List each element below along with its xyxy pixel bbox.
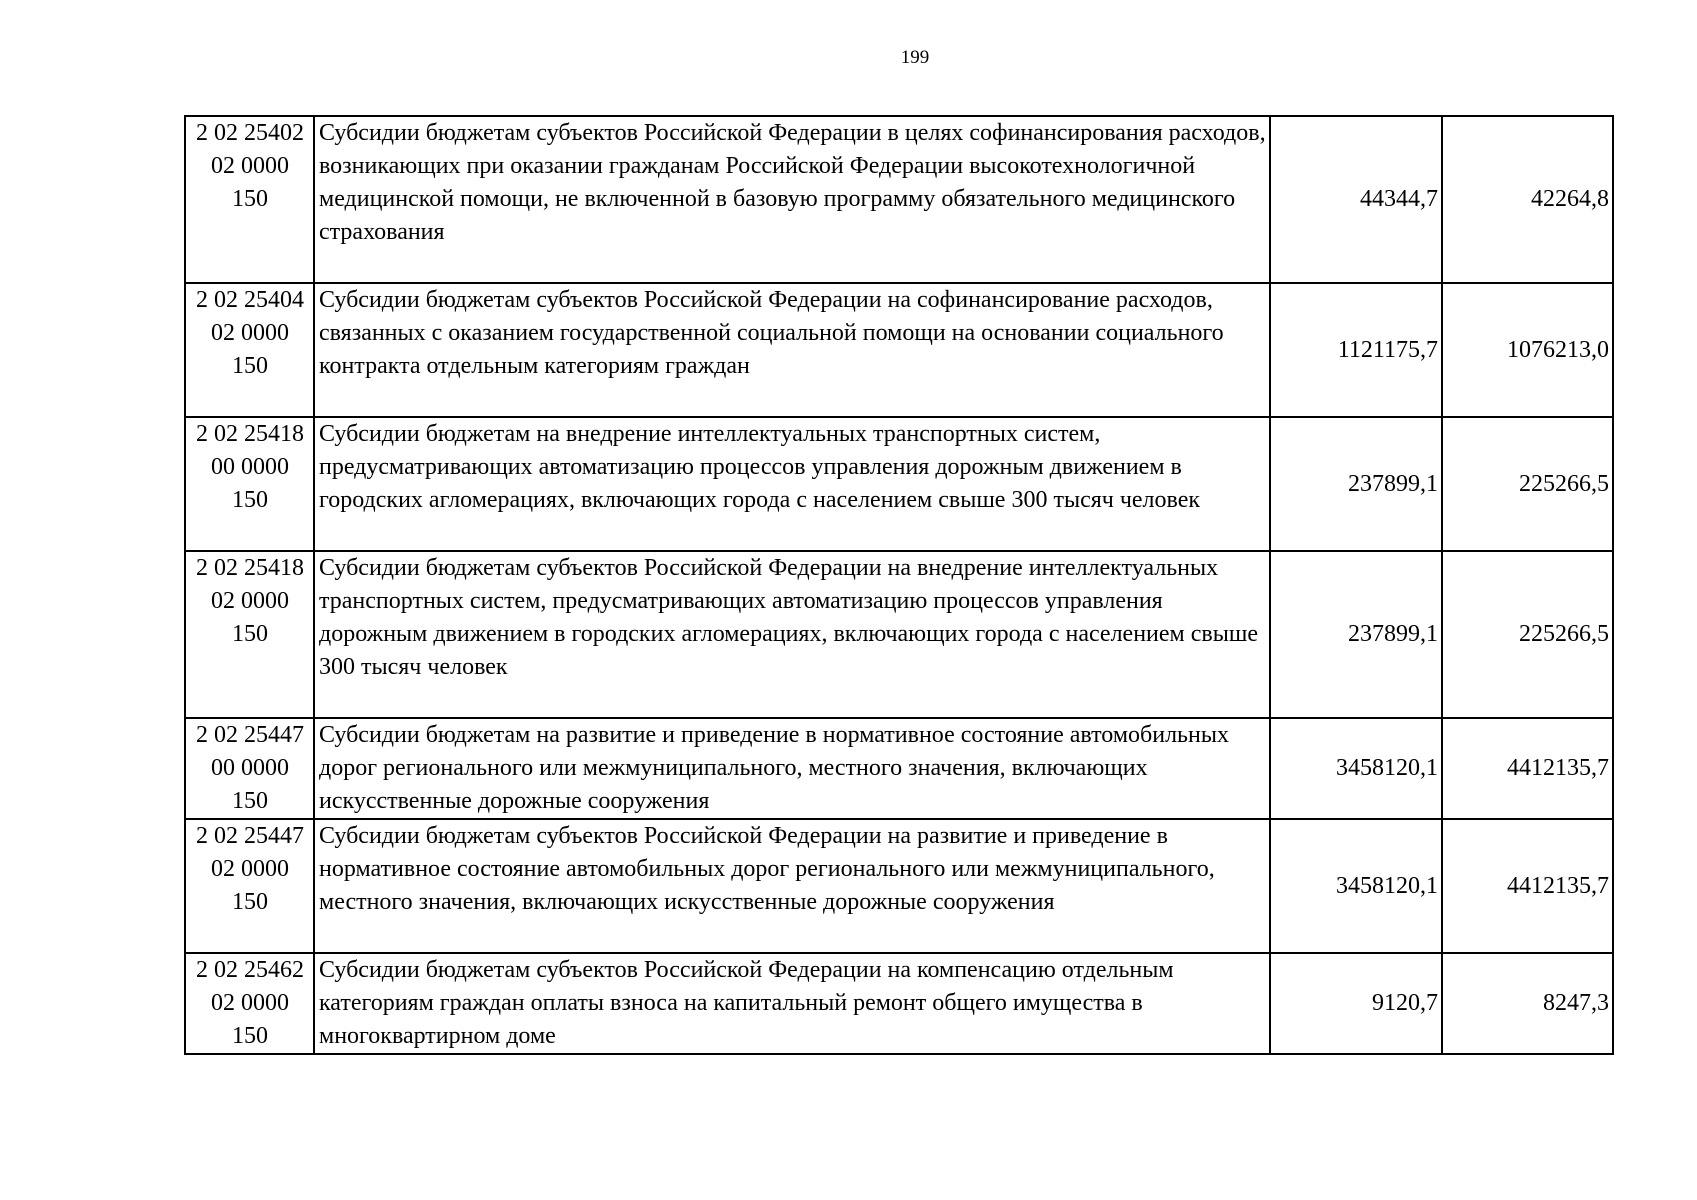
description-cell: Субсидии бюджетам субъектов Российской Федерации в целях софинансирования расходов, возникающих при оказании гражданам Российской Федерации высокотехнологичной медицинской помощи, не включенной в базовую программу обязательного медицинского страхования xyxy=(314,116,1270,283)
amount-cell-2: 42264,8 xyxy=(1442,116,1613,283)
budget-code-cell: 2 02 25404 02 0000 150 xyxy=(185,283,314,417)
amount-cell-1: 1121175,7 xyxy=(1270,283,1442,417)
description-cell: Субсидии бюджетам субъектов Российской Федерации на развитие и приведение в нормативное состояние автомобильных дорог регионального или межмуниципального, местного значения, включающих искусственные дорожные сооружения xyxy=(314,819,1270,953)
amount-cell-1: 237899,1 xyxy=(1270,551,1442,718)
budget-code-cell: 2 02 25418 02 0000 150 xyxy=(185,551,314,718)
page-number: 199 xyxy=(900,47,930,68)
budget-code-cell: 2 02 25418 00 0000 150 xyxy=(185,417,314,551)
amount-cell-2: 225266,5 xyxy=(1442,551,1613,718)
amount-cell-1: 9120,7 xyxy=(1270,953,1442,1054)
budget-table xyxy=(184,115,1614,1055)
table-row xyxy=(185,551,1613,718)
amount-cell-1: 237899,1 xyxy=(1270,417,1442,551)
table-row xyxy=(185,283,1613,417)
table-row xyxy=(185,417,1613,551)
amount-cell-2: 1076213,0 xyxy=(1442,283,1613,417)
description-cell: Субсидии бюджетам на развитие и приведение в нормативное состояние автомобильных дорог регионального или межмуниципального, местного значения, включающих искусственные дорожные сооружения xyxy=(314,718,1270,819)
amount-cell-2: 225266,5 xyxy=(1442,417,1613,551)
amount-cell-2: 4412135,7 xyxy=(1442,819,1613,953)
amount-cell-2: 4412135,7 xyxy=(1442,718,1613,819)
budget-code-cell: 2 02 25402 02 0000 150 xyxy=(185,116,314,283)
table-row xyxy=(185,819,1613,953)
description-cell: Субсидии бюджетам субъектов Российской Федерации на софинансирование расходов, связанных с оказанием государственной социальной помощи на основании социального контракта отдельным категориям граждан xyxy=(314,283,1270,417)
amount-cell-2: 8247,3 xyxy=(1442,953,1613,1054)
description-cell: Субсидии бюджетам субъектов Российской Федерации на компенсацию отдельным категориям граждан оплаты взноса на капитальный ремонт общего имущества в многоквартирном доме xyxy=(314,953,1270,1054)
table-row xyxy=(185,953,1613,1054)
amount-cell-1: 3458120,1 xyxy=(1270,819,1442,953)
description-cell: Субсидии бюджетам на внедрение интеллектуальных транспортных систем, предусматривающих автоматизацию процессов управления дорожным движением в городских агломерациях, включающих города с населением свыше 300 тысяч человек xyxy=(314,417,1270,551)
amount-cell-1: 3458120,1 xyxy=(1270,718,1442,819)
budget-code-cell: 2 02 25447 02 0000 150 xyxy=(185,819,314,953)
table-row xyxy=(185,718,1613,819)
budget-code-cell: 2 02 25447 00 0000 150 xyxy=(185,718,314,819)
budget-code-cell: 2 02 25462 02 0000 150 xyxy=(185,953,314,1054)
table-row xyxy=(185,116,1613,283)
description-cell: Субсидии бюджетам субъектов Российской Федерации на внедрение интеллектуальных транспортных систем, предусматривающих автоматизацию процессов управления дорожным движением в городских агломерациях, включающих города с населением свыше 300 тысяч человек xyxy=(314,551,1270,718)
amount-cell-1: 44344,7 xyxy=(1270,116,1442,283)
